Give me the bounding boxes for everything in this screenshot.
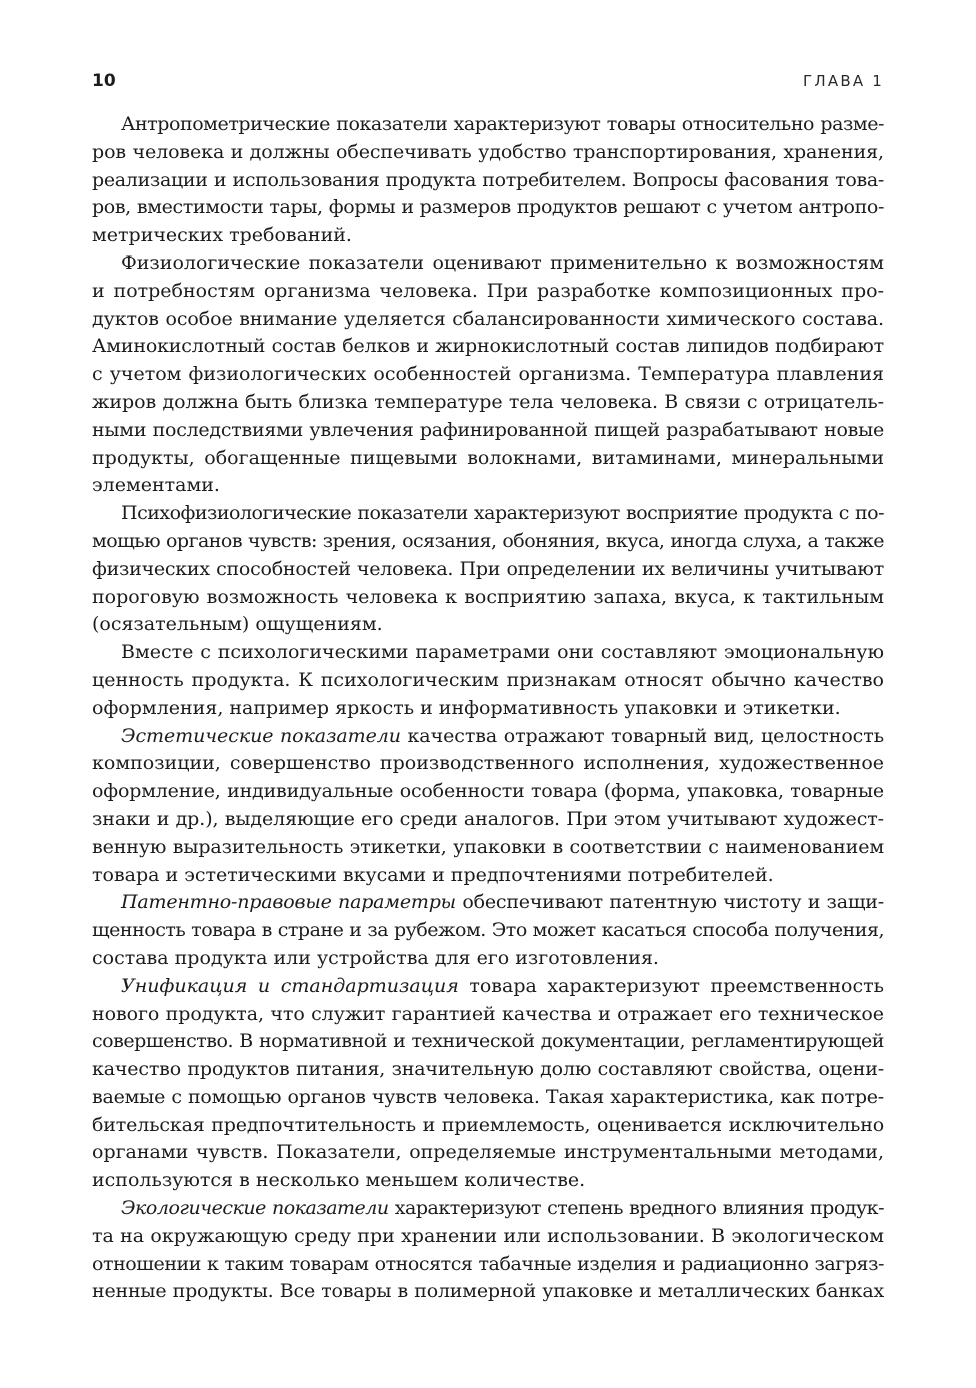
- italic-term: Унификация и стандартизация: [121, 974, 459, 997]
- text-line: совершенство. В нормативной и технической документации, регламентирующей: [92, 1030, 884, 1053]
- text-line: [92, 1195, 884, 1223]
- body-text: [92, 111, 884, 1306]
- text-line: оформление, индивидуальные особенности товара (форма, упаковка, товарные: [92, 780, 884, 803]
- text-line: пороговую возможность человека к восприятию запаха, вкуса, к тактильным: [92, 585, 884, 608]
- text-line: метрических требований.: [92, 224, 352, 247]
- paragraph: [92, 639, 884, 722]
- text-line: используются в несколько меньшем количестве.: [92, 1169, 586, 1192]
- text-line: знаки и др.), выделяющие его среди аналогов. При этом учитывают художест-: [92, 807, 884, 830]
- text-line: и потребностям организма человека. При разработке композиционных про-: [92, 279, 884, 302]
- text-line: дуктов особое внимание уделяется сбалансированности химического состава.: [92, 307, 884, 330]
- text-line: ров, вместимости тары, формы и размеров продуктов решают с учетом антропо-: [92, 196, 884, 219]
- text-line: нового продукта, что служит гарантией качества и отражает его техническое: [92, 1002, 884, 1025]
- paragraph: [92, 500, 884, 639]
- text-run: характеризуют степень вредного влияния продук-: [388, 1197, 884, 1220]
- text-line: бительская предпочтительность и приемлемость, оценивается исключительно: [92, 1113, 884, 1136]
- page-number: 10: [92, 71, 116, 91]
- text-line: композиции, совершенство производственного исполнения, художественное: [92, 752, 884, 775]
- text-line: реализации и использования продукта потребителем. Вопросы фасования това-: [92, 168, 884, 191]
- text-line: качество продуктов питания, значительную долю составляют свойства, оцени-: [92, 1058, 884, 1081]
- paragraph: [92, 973, 884, 1195]
- text-line: ными последствиями увлечения рафинированной пищей разрабатывают новые: [92, 418, 884, 441]
- text-line: отношении к таким товарам относятся табачные изделия и радиационно загряз-: [92, 1252, 884, 1275]
- text-line: с учетом физиологических особенностей организма. Температура плавления: [92, 363, 884, 386]
- text-line: состава продукта или устройства для его изготовления.: [92, 946, 659, 969]
- text-line: ваемые с помощью органов чувств человека. Такая характеристика, как потре-: [92, 1085, 884, 1108]
- italic-term: Эстетические показатели: [121, 724, 401, 747]
- text-line: [92, 723, 884, 751]
- text-line: ров человека и должны обеспечивать удобство транспортирования, хранения,: [92, 140, 884, 163]
- italic-term: Экологические показатели: [121, 1197, 389, 1220]
- text-line: Антропометрические показатели характеризуют товары относительно разме-: [121, 113, 884, 135]
- paragraph: [92, 111, 884, 250]
- text-line: [92, 973, 884, 1001]
- text-line: мощью органов чувств: зрения, осязания, обоняния, вкуса, иногда слуха, а также: [92, 529, 884, 552]
- text-line: органами чувств. Показатели, определяемые инструментальными методами,: [92, 1141, 884, 1164]
- text-line: Физиологические показатели оценивают применительно к возможностям: [121, 251, 884, 274]
- text-line: товара и эстетическими вкусами и предпочтениями потребителей.: [92, 863, 774, 886]
- text-run: качества отражают товарный вид, целостность: [400, 724, 884, 747]
- text-line: продукты, обогащенные пищевыми волокнами, витаминами, минеральными: [92, 446, 884, 469]
- text-line: ценность продукта. К психологическим признакам относят обычно качество: [92, 668, 884, 691]
- text-run: товара характеризуют преемственность: [458, 974, 884, 997]
- paragraph: [92, 723, 884, 890]
- text-line: Аминокислотный состав белков и жирнокислотный состав липидов подбирают: [92, 335, 884, 358]
- text-line: (осязательным) ощущениям.: [92, 613, 383, 636]
- text-line: жиров должна быть близка температуре тела человека. В связи с отрицатель-: [92, 390, 884, 413]
- italic-term: Патентно-правовые параметры: [121, 891, 456, 914]
- text-line: Вместе с психологическими параметрами они составляют эмоциональную: [121, 641, 884, 664]
- text-line: элементами.: [92, 474, 220, 497]
- text-line: оформления, например яркость и информативность упаковки и этикетки.: [92, 696, 841, 719]
- paragraph: [92, 889, 884, 972]
- page-header: [92, 66, 884, 96]
- paragraph: [92, 1195, 884, 1306]
- text-line: [92, 889, 884, 917]
- text-line: та на окружающую среду при хранении или использовании. В экологическом: [92, 1224, 884, 1247]
- paragraph: [92, 250, 884, 500]
- text-line: Психофизиологические показатели характеризуют восприятие продукта с по-: [121, 502, 884, 525]
- text-run: обеспечивают патентную чистоту и защи-: [455, 891, 884, 914]
- text-line: венную выразительность этикетки, упаковки в соответствии с наименованием: [92, 835, 884, 858]
- text-line: щенность товара в стране и за рубежом. Это может касаться способа получения,: [92, 919, 884, 942]
- running-head: ГЛАВА 1: [803, 72, 884, 90]
- text-line: ненные продукты. Все товары в полимерной упаковке и металлических банках: [92, 1280, 884, 1303]
- text-line: физических способностей человека. При определении их величины учитывают: [92, 557, 884, 580]
